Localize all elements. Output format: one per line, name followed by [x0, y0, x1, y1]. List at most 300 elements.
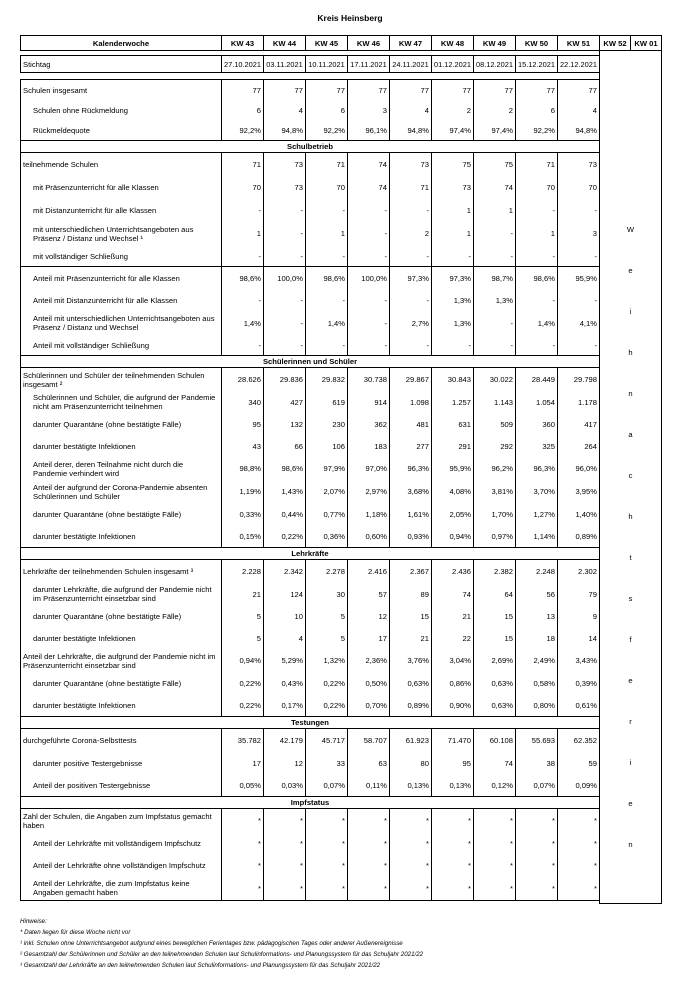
value-cell: * — [306, 876, 348, 901]
value-cell: 340 — [222, 391, 264, 413]
table-row — [21, 809, 662, 833]
value-cell: * — [306, 854, 348, 876]
row-label: Anteil mit unterschiedlichen Unterrichtsangeboten aus Präsenz / Distanz und Wechsel — [21, 311, 222, 335]
value-cell: * — [390, 876, 432, 901]
value-cell: - — [432, 246, 474, 267]
row-label: Schülerinnen und Schüler, die aufgrund der Pandemie nicht am Präsenzunterricht teilnehmen — [21, 391, 222, 413]
value-cell: 77 — [222, 80, 264, 101]
value-cell: 6 — [516, 100, 558, 120]
value-cell: * — [390, 809, 432, 833]
report-title: Kreis Heinsberg — [317, 13, 383, 23]
holiday-letter: a — [628, 429, 633, 439]
value-cell: 1,61% — [390, 503, 432, 525]
value-cell: - — [390, 199, 432, 221]
holiday-letter: e — [628, 675, 633, 685]
value-cell: - — [474, 246, 516, 267]
value-cell: 70 — [516, 176, 558, 199]
value-cell: * — [390, 832, 432, 854]
value-cell: 0,07% — [306, 774, 348, 797]
value-cell: 95 — [222, 413, 264, 435]
value-cell: 74 — [348, 153, 390, 177]
value-cell: 0,22% — [264, 525, 306, 548]
value-cell: 94,8% — [264, 120, 306, 141]
footnotes-heading: Hinweise: — [20, 918, 47, 925]
table-row — [21, 120, 662, 141]
value-cell: 97,0% — [348, 457, 390, 480]
footnote-3: ² Gesamtzahl der Schülerinnen und Schüler an den teilnehmenden Schulen laut Schulinformations- und Planungssystem für das Schuljahr 2021/22 — [20, 951, 424, 958]
value-cell: 132 — [264, 413, 306, 435]
table-row — [21, 672, 662, 694]
value-cell: 30.022 — [474, 368, 516, 392]
value-cell: 2 — [432, 100, 474, 120]
value-cell: 98,6% — [222, 267, 264, 290]
value-cell: - — [306, 335, 348, 356]
value-cell: 0,07% — [516, 774, 558, 797]
value-cell: 14 — [558, 627, 600, 649]
table-row — [21, 80, 662, 101]
value-cell: 74 — [474, 752, 516, 774]
value-cell: 22 — [432, 627, 474, 649]
value-cell: * — [432, 809, 474, 833]
value-cell: 0,13% — [432, 774, 474, 797]
value-cell: 0,05% — [222, 774, 264, 797]
value-cell: 3,81% — [474, 480, 516, 503]
value-cell: 61.923 — [390, 729, 432, 753]
holiday-letter: s — [628, 593, 633, 603]
value-cell: 2.278 — [306, 560, 348, 584]
holiday-letter: W — [626, 224, 635, 234]
value-cell: 28.449 — [516, 368, 558, 392]
week-header: KW 46 — [348, 36, 390, 51]
table-row — [21, 289, 662, 311]
value-cell: 56 — [516, 583, 558, 605]
value-cell: 15 — [390, 605, 432, 627]
value-cell: 264 — [558, 435, 600, 457]
week-header: KW 52 — [600, 36, 631, 51]
value-cell: 35.782 — [222, 729, 264, 753]
value-cell: * — [516, 854, 558, 876]
section-heading-row — [21, 797, 662, 809]
value-cell: 2.436 — [432, 560, 474, 584]
value-cell: 4,08% — [432, 480, 474, 503]
value-cell: 292 — [474, 435, 516, 457]
value-cell: 98,6% — [264, 457, 306, 480]
value-cell: 42.179 — [264, 729, 306, 753]
value-cell: 60.108 — [474, 729, 516, 753]
stichtag-date: 24.11.2021 — [390, 56, 432, 73]
value-cell: 2,97% — [348, 480, 390, 503]
value-cell: 0,22% — [222, 672, 264, 694]
table-row — [21, 694, 662, 717]
week-header: KW 47 — [390, 36, 432, 51]
row-label: mit Präsenzunterricht für alle Klassen — [21, 176, 222, 199]
value-cell: 106 — [306, 435, 348, 457]
holiday-vertical-label — [600, 51, 662, 904]
value-cell: * — [516, 832, 558, 854]
row-label: Lehrkräfte der teilnehmenden Schulen insgesamt ³ — [21, 560, 222, 584]
value-cell: 71.470 — [432, 729, 474, 753]
holiday-letter: h — [628, 347, 633, 357]
value-cell: 1,70% — [474, 503, 516, 525]
row-label: darunter Quarantäne (ohne bestätigte Fälle) — [21, 672, 222, 694]
value-cell: 0,17% — [264, 694, 306, 717]
value-cell: 0,70% — [348, 694, 390, 717]
value-cell: 77 — [516, 80, 558, 101]
value-cell: 74 — [348, 176, 390, 199]
value-cell: 0,43% — [264, 672, 306, 694]
value-cell: 18 — [516, 627, 558, 649]
value-cell: 97,9% — [306, 457, 348, 480]
value-cell: 277 — [390, 435, 432, 457]
value-cell: 1,3% — [432, 289, 474, 311]
table-row — [21, 876, 662, 901]
value-cell: 73 — [264, 153, 306, 177]
row-label: darunter Lehrkräfte, die aufgrund der Pandemie nicht im Präsenzunterricht einsetzbar sind — [21, 583, 222, 605]
holiday-letter: f — [629, 634, 632, 644]
value-cell: - — [516, 199, 558, 221]
value-cell: * — [558, 876, 600, 901]
value-cell: 97,4% — [474, 120, 516, 141]
value-cell: 0,36% — [306, 525, 348, 548]
row-label: Schülerinnen und Schüler der teilnehmenden Schulen insgesamt ² — [21, 368, 222, 392]
value-cell: * — [264, 876, 306, 901]
value-cell: - — [264, 289, 306, 311]
table-row — [21, 854, 662, 876]
holiday-letter: n — [628, 839, 633, 849]
table-row — [21, 335, 662, 356]
value-cell: 1 — [474, 199, 516, 221]
value-cell: 509 — [474, 413, 516, 435]
value-cell: 1 — [432, 199, 474, 221]
value-cell: - — [390, 289, 432, 311]
week-header: KW 48 — [432, 36, 474, 51]
value-cell: * — [474, 809, 516, 833]
value-cell: 1.178 — [558, 391, 600, 413]
value-cell: 80 — [390, 752, 432, 774]
stichtag-date: 27.10.2021 — [222, 56, 264, 73]
holiday-letter: t — [629, 552, 632, 562]
table-row — [21, 649, 662, 672]
value-cell: 0,63% — [474, 672, 516, 694]
section-heading: Lehrkräfte — [21, 548, 600, 560]
value-cell: 914 — [348, 391, 390, 413]
value-cell: 75 — [474, 153, 516, 177]
week-header: KW 50 — [516, 36, 558, 51]
value-cell: * — [516, 809, 558, 833]
value-cell: 5 — [222, 605, 264, 627]
value-cell: 1,4% — [222, 311, 264, 335]
value-cell: 30.738 — [348, 368, 390, 392]
section-heading-row — [21, 141, 662, 153]
value-cell: 74 — [474, 176, 516, 199]
stichtag-date: 08.12.2021 — [474, 56, 516, 73]
value-cell: 0,58% — [516, 672, 558, 694]
value-cell: - — [348, 246, 390, 267]
value-cell: * — [264, 809, 306, 833]
header-row — [21, 36, 662, 51]
stichtag-date: 03.11.2021 — [264, 56, 306, 73]
value-cell: * — [474, 832, 516, 854]
value-cell: 4 — [264, 627, 306, 649]
value-cell: 77 — [474, 80, 516, 101]
value-cell: 1.143 — [474, 391, 516, 413]
value-cell: 95,9% — [432, 457, 474, 480]
value-cell: - — [474, 311, 516, 335]
value-cell: 0,60% — [348, 525, 390, 548]
value-cell: - — [348, 335, 390, 356]
stichtag-date: 15.12.2021 — [516, 56, 558, 73]
holiday-letter: n — [628, 388, 633, 398]
value-cell: 1.098 — [390, 391, 432, 413]
value-cell: * — [558, 854, 600, 876]
value-cell: 3,95% — [558, 480, 600, 503]
row-label: darunter bestätigte Infektionen — [21, 525, 222, 548]
value-cell: 2,05% — [432, 503, 474, 525]
value-cell: 2 — [474, 100, 516, 120]
value-cell: * — [432, 876, 474, 901]
value-cell: 98,8% — [222, 457, 264, 480]
value-cell: 0,33% — [222, 503, 264, 525]
value-cell: 73 — [558, 153, 600, 177]
value-cell: 30 — [306, 583, 348, 605]
section-heading-row — [21, 548, 662, 560]
value-cell: - — [264, 311, 306, 335]
value-cell: 96,2% — [474, 457, 516, 480]
value-cell: * — [348, 854, 390, 876]
value-cell: 362 — [348, 413, 390, 435]
value-cell: 28.626 — [222, 368, 264, 392]
value-cell: 70 — [222, 176, 264, 199]
row-label: teilnehmende Schulen — [21, 153, 222, 177]
value-cell: 2,7% — [390, 311, 432, 335]
value-cell: 45.717 — [306, 729, 348, 753]
value-cell: - — [264, 335, 306, 356]
value-cell: 1,14% — [516, 525, 558, 548]
table-row — [21, 267, 662, 290]
value-cell: 92,2% — [516, 120, 558, 141]
value-cell: 0,39% — [558, 672, 600, 694]
value-cell: 92,2% — [306, 120, 348, 141]
stichtag-date: 17.11.2021 — [348, 56, 390, 73]
value-cell: 0,94% — [222, 649, 264, 672]
value-cell: 0,15% — [222, 525, 264, 548]
value-cell: * — [348, 832, 390, 854]
value-cell: 21 — [390, 627, 432, 649]
week-header: KW 44 — [264, 36, 306, 51]
value-cell: 4 — [558, 100, 600, 120]
row-label: Anteil der Lehrkräfte, die aufgrund der Pandemie nicht im Präsenzunterricht einsetzbar sind — [21, 649, 222, 672]
row-label: darunter Quarantäne (ohne bestätigte Fälle) — [21, 413, 222, 435]
value-cell: 77 — [558, 80, 600, 101]
value-cell: 2.248 — [516, 560, 558, 584]
value-cell: 75 — [432, 153, 474, 177]
value-cell: 100,0% — [348, 267, 390, 290]
row-label: Schulen insgesamt — [21, 80, 222, 101]
week-header: KW 43 — [222, 36, 264, 51]
table-row — [21, 752, 662, 774]
table-row — [21, 435, 662, 457]
value-cell: 10 — [264, 605, 306, 627]
value-cell: 100,0% — [264, 267, 306, 290]
value-cell: 1.257 — [432, 391, 474, 413]
footnote-1: * Daten liegen für diese Woche nicht vor — [20, 929, 131, 936]
value-cell: 1,4% — [516, 311, 558, 335]
week-header: KW 51 — [558, 36, 600, 51]
value-cell: 0,22% — [222, 694, 264, 717]
value-cell: 74 — [432, 583, 474, 605]
value-cell: 4 — [264, 100, 306, 120]
value-cell: 0,93% — [390, 525, 432, 548]
table-row — [21, 391, 662, 413]
value-cell: 21 — [222, 583, 264, 605]
stichtag-date: 01.12.2021 — [432, 56, 474, 73]
value-cell: 4 — [390, 100, 432, 120]
value-cell: 2,36% — [348, 649, 390, 672]
table-row — [21, 583, 662, 605]
table-end-row — [21, 901, 662, 904]
value-cell: 0,97% — [474, 525, 516, 548]
value-cell: 77 — [432, 80, 474, 101]
section-heading: Testungen — [21, 717, 600, 729]
value-cell: 38 — [516, 752, 558, 774]
row-label: Anteil mit Präsenzunterricht für alle Klassen — [21, 267, 222, 290]
value-cell: 73 — [432, 176, 474, 199]
value-cell: 97,3% — [390, 267, 432, 290]
section-heading: Schülerinnen und Schüler — [21, 356, 600, 368]
value-cell: 0,86% — [432, 672, 474, 694]
value-cell: 98,7% — [474, 267, 516, 290]
value-cell: 0,22% — [306, 672, 348, 694]
value-cell: 481 — [390, 413, 432, 435]
value-cell: 3,76% — [390, 649, 432, 672]
row-label: Rückmeldequote — [21, 120, 222, 141]
value-cell: 95,9% — [558, 267, 600, 290]
value-cell: 1,3% — [432, 311, 474, 335]
value-cell: - — [348, 199, 390, 221]
value-cell: - — [222, 335, 264, 356]
table-row — [21, 832, 662, 854]
holiday-letter: e — [628, 798, 633, 808]
value-cell: - — [516, 335, 558, 356]
value-cell: * — [306, 832, 348, 854]
value-cell: 325 — [516, 435, 558, 457]
value-cell: 77 — [348, 80, 390, 101]
row-label: durchgeführte Corona-Selbsttests — [21, 729, 222, 753]
value-cell: 2.367 — [390, 560, 432, 584]
value-cell: 124 — [264, 583, 306, 605]
table-row — [21, 176, 662, 199]
value-cell: 3,70% — [516, 480, 558, 503]
value-cell: 0,94% — [432, 525, 474, 548]
table-row — [21, 627, 662, 649]
value-cell: 3,43% — [558, 649, 600, 672]
value-cell: * — [306, 809, 348, 833]
value-cell: 2.382 — [474, 560, 516, 584]
row-label: Zahl der Schulen, die Angaben zum Impfstatus gemacht haben — [21, 809, 222, 833]
value-cell: 0,63% — [474, 694, 516, 717]
value-cell: 77 — [264, 80, 306, 101]
value-cell: 70 — [558, 176, 600, 199]
value-cell: - — [348, 221, 390, 246]
value-cell: * — [222, 809, 264, 833]
value-cell: * — [348, 876, 390, 901]
stichtag-date: 22.12.2021 — [558, 56, 600, 73]
value-cell: - — [558, 289, 600, 311]
value-cell: - — [222, 199, 264, 221]
value-cell: 2.416 — [348, 560, 390, 584]
value-cell: * — [222, 854, 264, 876]
value-cell: 1 — [432, 221, 474, 246]
table-row — [21, 413, 662, 435]
value-cell: 66 — [264, 435, 306, 457]
week-header: KW 49 — [474, 36, 516, 51]
value-cell: - — [558, 335, 600, 356]
value-cell: 97,4% — [432, 120, 474, 141]
value-cell: - — [558, 246, 600, 267]
row-label: mit Distanzunterricht für alle Klassen — [21, 199, 222, 221]
value-cell: 62.352 — [558, 729, 600, 753]
value-cell: - — [264, 199, 306, 221]
value-cell: 29.867 — [390, 368, 432, 392]
value-cell: 1 — [222, 221, 264, 246]
row-label: mit vollständiger Schließung — [21, 246, 222, 267]
value-cell: * — [516, 876, 558, 901]
value-cell: 97,3% — [432, 267, 474, 290]
value-cell: 98,6% — [306, 267, 348, 290]
value-cell: - — [558, 199, 600, 221]
value-cell: 0,80% — [516, 694, 558, 717]
value-cell: 89 — [390, 583, 432, 605]
value-cell: 1.054 — [516, 391, 558, 413]
value-cell: 3,68% — [390, 480, 432, 503]
value-cell: 1 — [306, 221, 348, 246]
value-cell: 2.228 — [222, 560, 264, 584]
spacer-cell — [21, 73, 600, 80]
holiday-letter: i — [629, 757, 632, 767]
value-cell: - — [474, 335, 516, 356]
footnotes — [20, 916, 660, 971]
table-row — [21, 480, 662, 503]
table-row — [21, 221, 662, 246]
row-label: Schulen ohne Rückmeldung — [21, 100, 222, 120]
value-cell: 427 — [264, 391, 306, 413]
value-cell: 0,22% — [306, 694, 348, 717]
table-body — [21, 36, 662, 904]
value-cell: * — [222, 832, 264, 854]
value-cell: 0,89% — [558, 525, 600, 548]
value-cell: - — [264, 221, 306, 246]
row-label: Anteil der Lehrkräfte ohne vollständigen Impfschutz — [21, 854, 222, 876]
table-row — [21, 729, 662, 753]
value-cell: 17 — [348, 627, 390, 649]
row-label: darunter bestätigte Infektionen — [21, 694, 222, 717]
value-cell: 1,32% — [306, 649, 348, 672]
stichtag-label: Stichtag — [21, 56, 222, 73]
value-cell: 30.843 — [432, 368, 474, 392]
value-cell: - — [222, 289, 264, 311]
value-cell: 0,44% — [264, 503, 306, 525]
value-cell: 98,6% — [516, 267, 558, 290]
row-label: Anteil der Lehrkräfte, die zum Impfstatus keine Angaben gemacht haben — [21, 876, 222, 901]
value-cell: * — [348, 809, 390, 833]
value-cell: 0,63% — [390, 672, 432, 694]
holiday-letter: r — [629, 716, 632, 726]
holiday-letter: i — [629, 306, 632, 316]
value-cell: * — [264, 832, 306, 854]
value-cell: 0,12% — [474, 774, 516, 797]
value-cell: - — [264, 246, 306, 267]
value-cell: 0,90% — [432, 694, 474, 717]
